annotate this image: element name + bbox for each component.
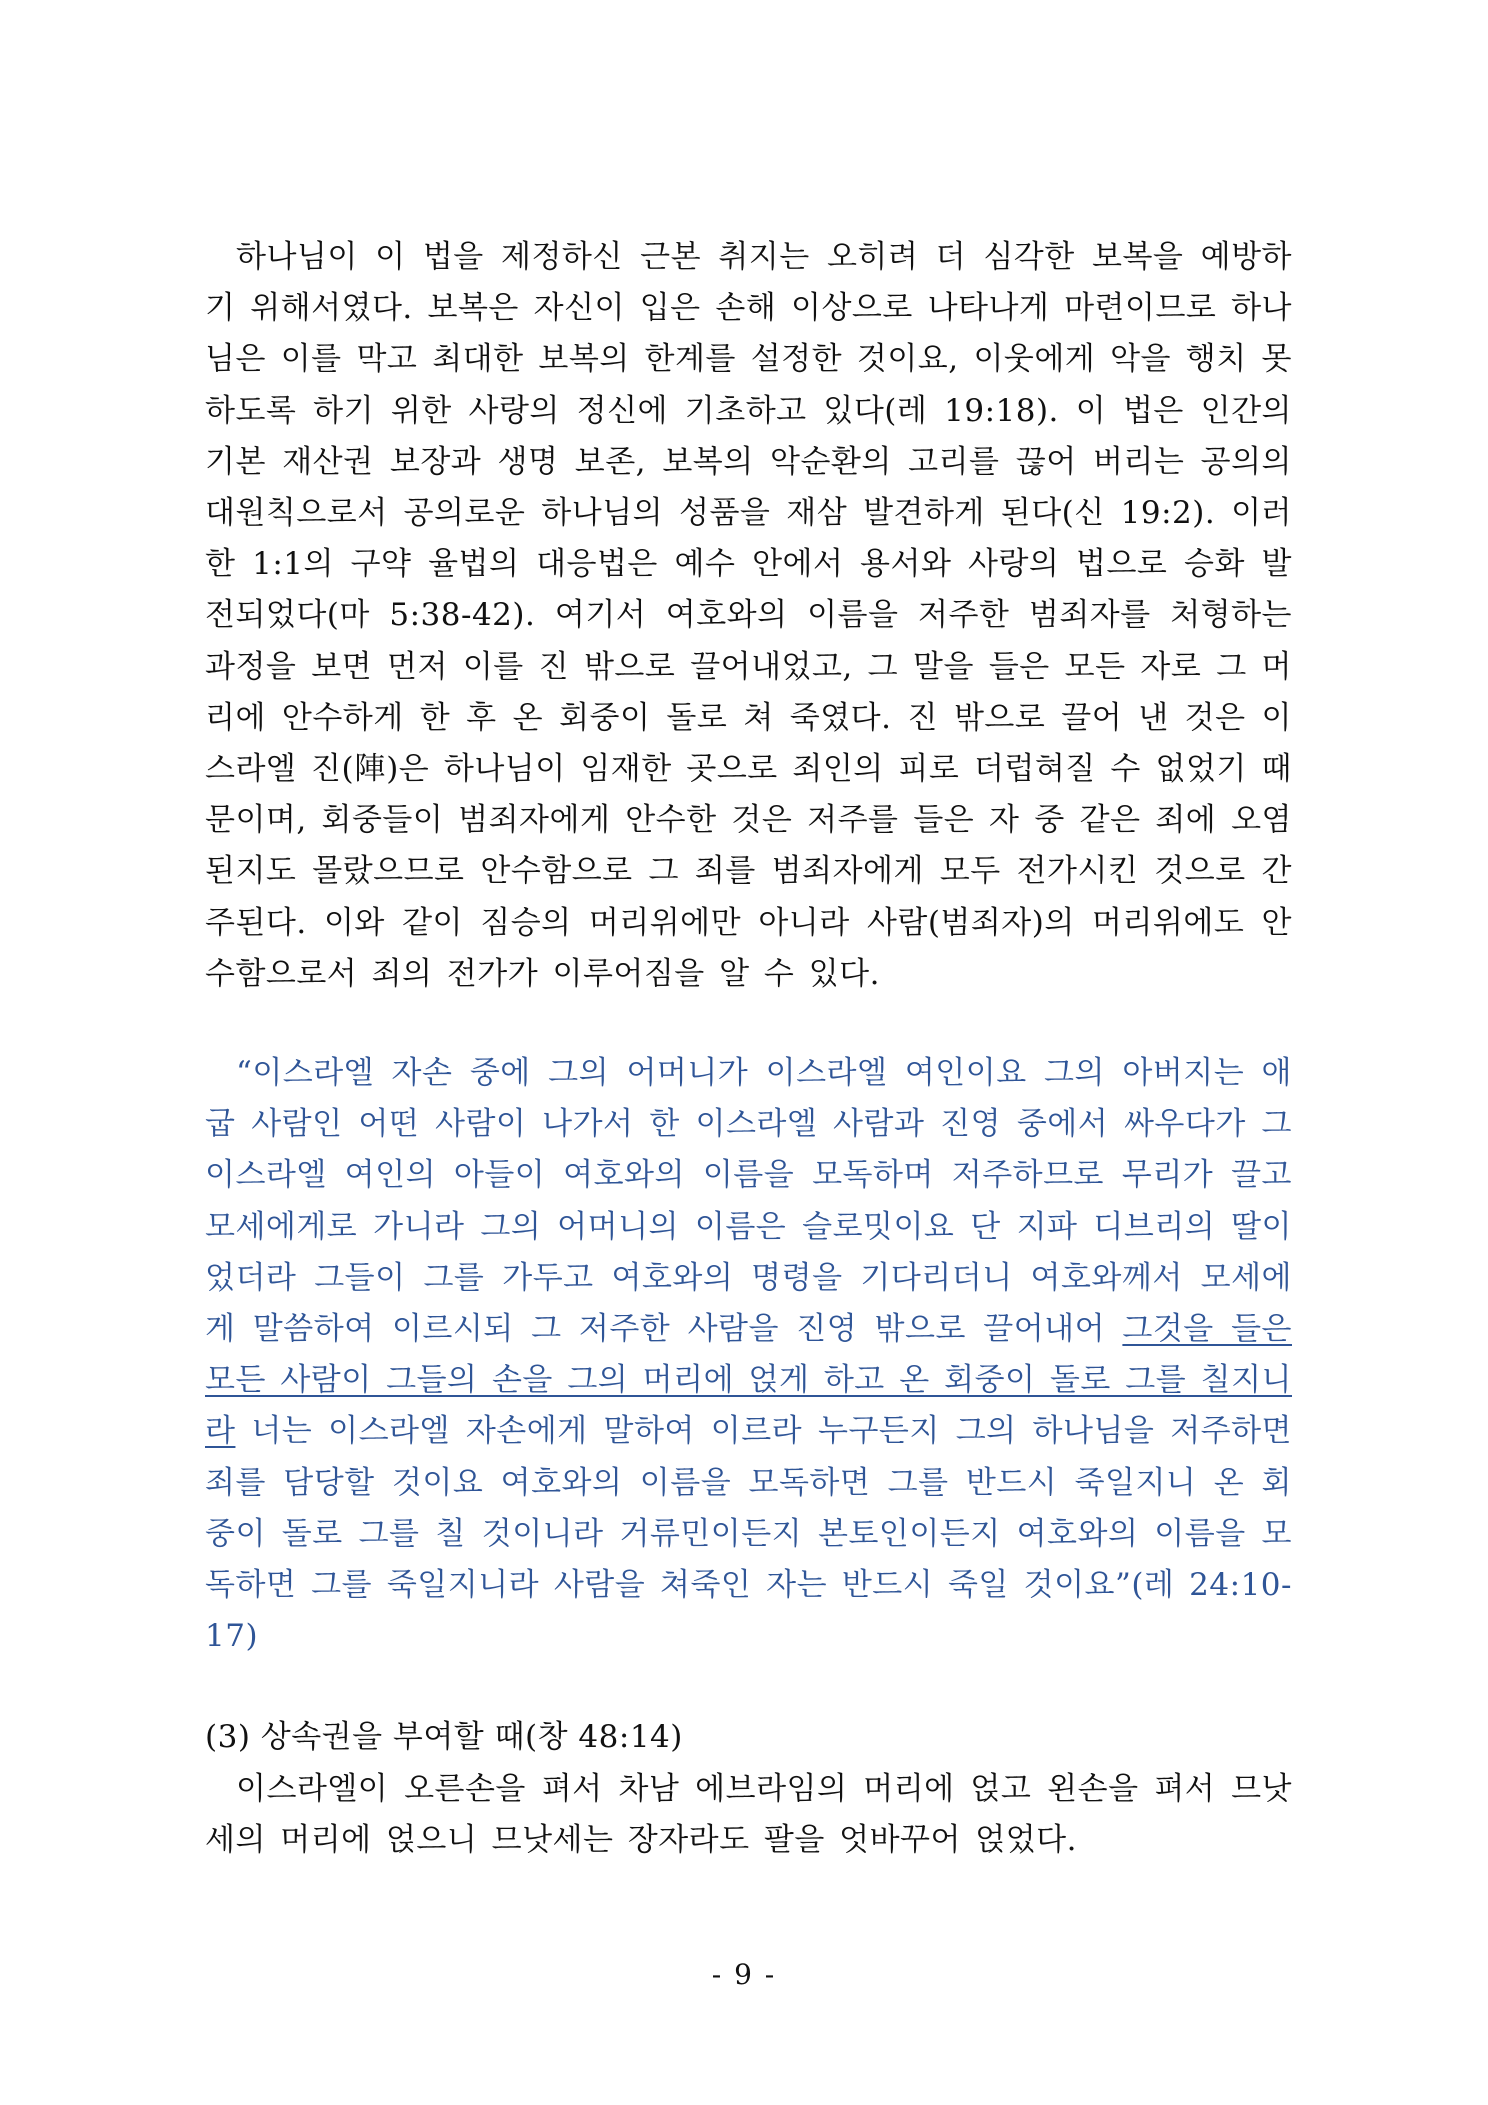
- document-page: [205, 232, 1292, 1866]
- section-heading-3: (3) 상속권을 부여할 때(창 48:14): [205, 1719, 683, 1756]
- quote-text-before: “이스라엘 자손 중에 그의 어머니가 이스라엘 여인이요 그의 아버지는 애굽 사람인 어떤 사람이 나가서 한 이스라엘 사람과 진영 중에서 싸우다가 그 이스라엘 여인의 아들이 여호와의 이름을 모독하며 저주하므로 무리가 끌고 모세에게로 가니라 그의 어머니의 이름은 슬로밋이요 단 지파 디브리의 딸이었더라 그들이 그를 가두고 여호와의 명령을 기다리더니 여호와께서 모세에게 말씀하여 이르시되 그 저주한 사람을 진영 밖으로 끌어내어: [205, 1055, 1292, 1348]
- quote-text-after: 너는 이스라엘 자손에게 말하여 이르라 누구든지 그의 하나님을 저주하면 죄를 담당할 것이요 여호와의 이름을 모독하면 그를 반드시 죽일지니 온 회중이 돌로 그를 칠 것이니라 거류민이든지 본토인이든지 여호와의 이름을 모독하면 그를 죽일지니라 사람을 쳐죽인 자는 반드시 죽일 것이요”(레 24:10-17): [205, 1413, 1292, 1655]
- scripture-quote: [205, 1048, 1292, 1662]
- page-number: - 9 -: [711, 1958, 777, 1991]
- body-paragraph-3: 이스라엘이 오른손을 펴서 차남 에브라임의 머리에 얹고 왼손을 펴서 므낫세의 머리에 얹으니 므낫세는 장자라도 팔을 엇바꾸어 얹었다.: [205, 1770, 1292, 1858]
- quote-underlined-text: 그것을 들은 모든 사람이 그들의 손을 그의 머리에 얹게 하고 온 회중이 돌로 그를 칠지니라: [205, 1311, 1292, 1450]
- body-paragraph-1: 하나님이 이 법을 제정하신 근본 취지는 오히려 더 심각한 보복을 예방하기 위해서였다. 보복은 자신이 입은 손해 이상으로 나타나게 마련이므로 하나님은 이를 막고 최대한 보복의 한계를 설정한 것이요, 이웃에게 악을 행치 못하도록 하기 위한 사랑의 정신에 기초하고 있다(레 19:18). 이 법은 인간의 기본 재산권 보장과 생명 보존, 보복의 악순환의 고리를 끊어 버리는 공의의 대원칙으로서 공의로운 하나님의 성품을 재삼 발견하게 된다(신 19:2). 이러한 1:1의 구약 율법의 대응법은 예수 안에서 용서와 사랑의 법으로 승화 발전되었다(마 5:38-42). 여기서 여호와의 이름을 저주한 범죄자를 처형하는 과정을 보면 먼저 이를 진 밖으로 끌어내었고, 그 말을 들은 모든 자로 그 머리에 안수하게 한 후 온 회중이 돌로 쳐 죽였다. 진 밖으로 끌어 낸 것은 이스라엘 진(陣)은 하나님이 임재한 곳으로 죄인의 피로 더럽혀질 수 없었기 때문이며, 회중들이 범죄자에게 안수한 것은 저주를 들은 자 중 같은 죄에 오염된지도 몰랐으므로 안수함으로 그 죄를 범죄자에게 모두 전가시킨 것으로 간주된다. 이와 같이 짐승의 머리위에만 아니라 사람(범죄자)의 머리위에도 안수함으로서 죄의 전가가 이루어짐을 알 수 있다.: [205, 239, 1292, 992]
